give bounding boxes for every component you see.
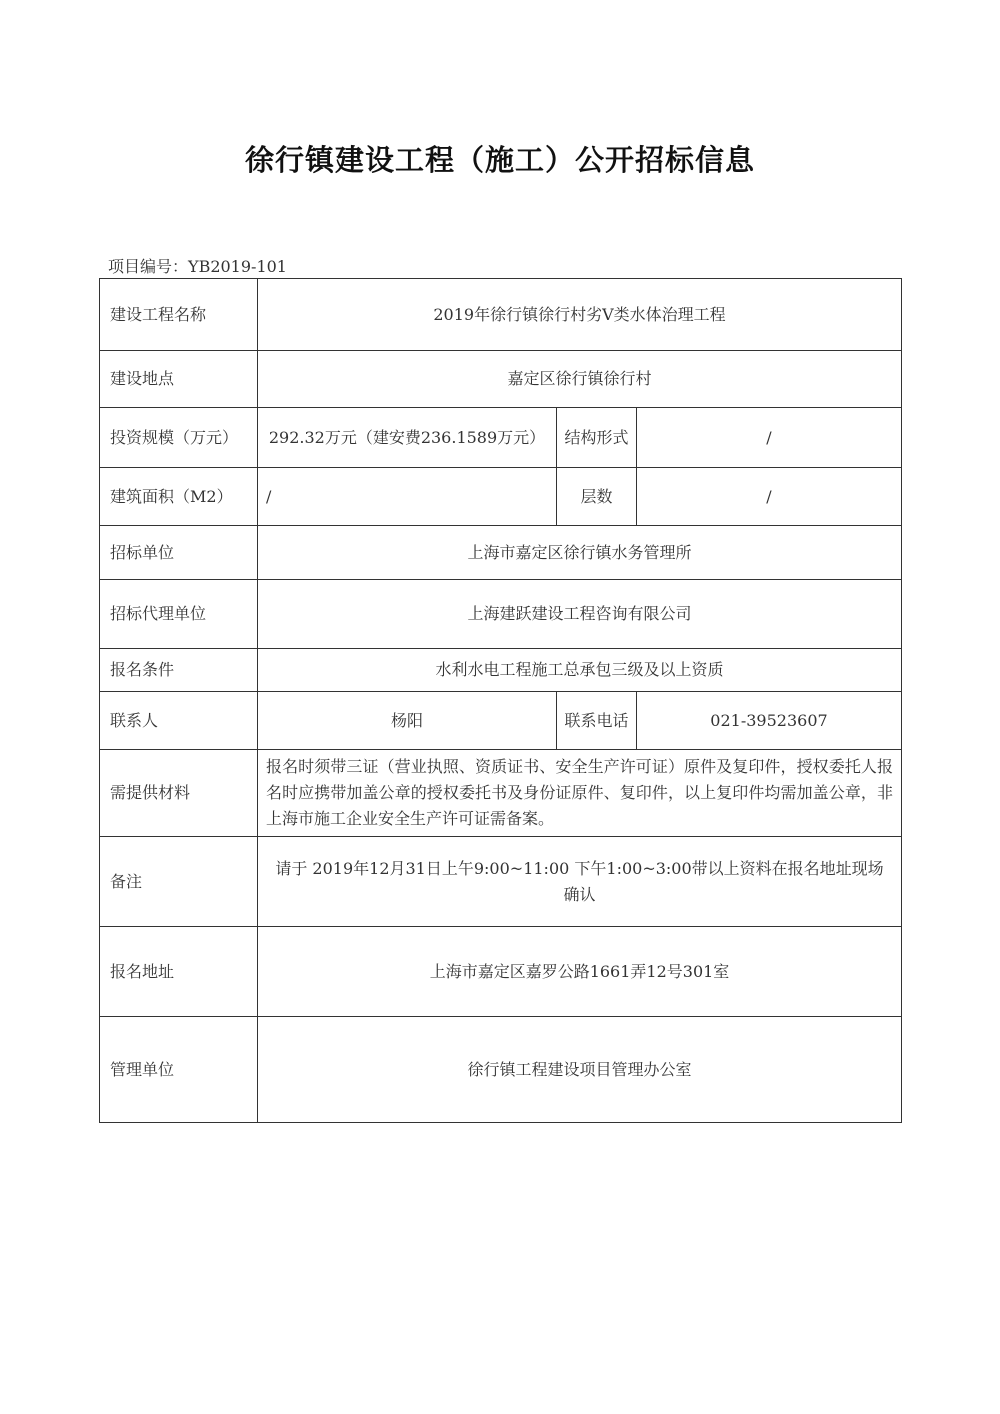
value-location: 嘉定区徐行镇徐行村 [258,351,902,408]
label-area: 建筑面积（M2） [100,468,258,526]
value-materials: 报名时须带三证（营业执照、资质证书、安全生产许可证）原件及复印件，授权委托人报名时应携带加盖公章的授权委托书及身份证原件、复印件，以上复印件均需加盖公章，非上海市施工企业安全生产许可证需备案。 [258,750,902,837]
label-materials: 需提供材料 [100,750,258,837]
table-row [100,927,902,1017]
label-remark: 备注 [100,837,258,927]
label-contact: 联系人 [100,692,258,750]
value-investment: 292.32万元（建安费236.1589万元） [258,408,557,468]
table-row [100,408,902,468]
table-row [100,351,902,408]
table-row [100,580,902,649]
label-manager: 管理单位 [100,1017,258,1123]
label-address: 报名地址 [100,927,258,1017]
value-tenderer: 上海市嘉定区徐行镇水务管理所 [258,526,902,580]
page-title: 徐行镇建设工程（施工）公开招标信息 [244,143,755,177]
table-row [100,692,902,750]
label-project-name: 建设工程名称 [100,279,258,351]
label-phone: 联系电话 [557,692,637,750]
label-tenderer: 招标单位 [100,526,258,580]
tender-info-table [99,278,902,1123]
value-address: 上海市嘉定区嘉罗公路1661弄12号301室 [258,927,902,1017]
table-row [100,1017,902,1123]
table-row [100,750,902,837]
label-condition: 报名条件 [100,649,258,692]
label-structure: 结构形式 [557,408,637,468]
value-project-name: 2019年徐行镇徐行村劣Ⅴ类水体治理工程 [258,279,902,351]
value-remark: 请于 2019年12月31日上午9:00~11:00 下午1:00~3:00带以上资料在报名地址现场确认 [258,837,902,927]
value-area: / [258,468,557,526]
label-location: 建设地点 [100,351,258,408]
table-row [100,468,902,526]
label-investment: 投资规模（万元） [100,408,258,468]
value-condition: 水利水电工程施工总承包三级及以上资质 [258,649,902,692]
table-row [100,526,902,580]
label-agent: 招标代理单位 [100,580,258,649]
value-manager: 徐行镇工程建设项目管理办公室 [258,1017,902,1123]
value-contact: 杨阳 [258,692,557,750]
value-structure: / [637,408,902,468]
table-row [100,649,902,692]
label-floors: 层数 [557,468,637,526]
value-floors: / [637,468,902,526]
value-agent: 上海建跃建设工程咨询有限公司 [258,580,902,649]
table-row [100,279,902,351]
project-number: 项目编号：YB2019-101 [108,257,287,276]
table-row [100,837,902,927]
value-phone: 021-39523607 [637,692,902,750]
